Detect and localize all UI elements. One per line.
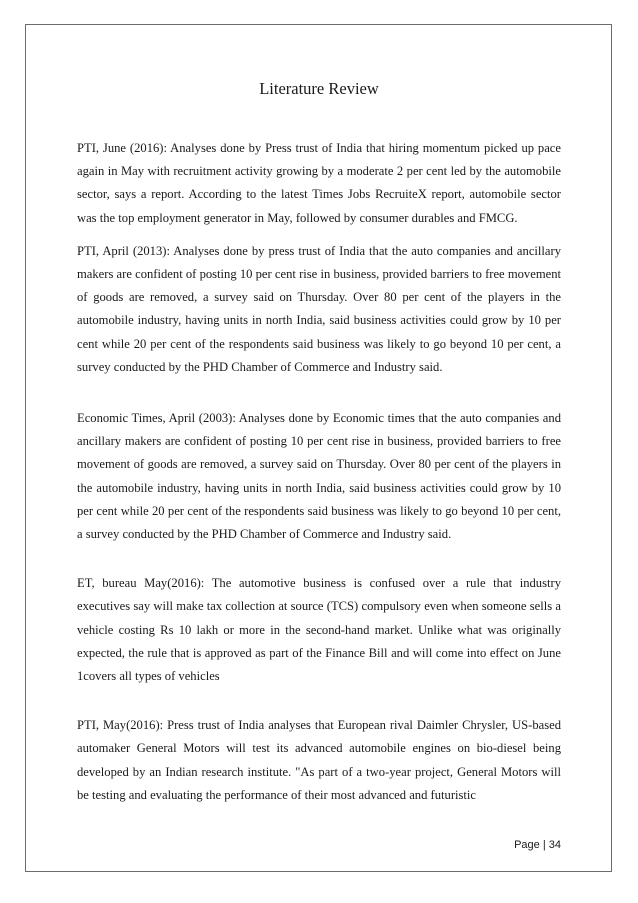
paragraph-economic-times-2003: Economic Times, April (2003): Analyses done by Economic times that the auto companies and ancillary makers are confident of posting 10 per cent rise in business, provided barriers to free movement of goods are removed, a survey said on Thursday. Over 80 per cent of the players in the automobile industry, having units in north India, said business activities could grow by 10 per cent while 20 per cent of the respondents said business was likely to go beyond 10 per cent, a survey conducted by the PHD Chamber of Commerce and Industry said.: [77, 411, 561, 542]
paragraph-et-bureau-2016: ET, bureau May(2016): The automotive business is confused over a rule that industry executives say will make tax collection at source (TCS) compulsory even when someone sells a vehicle costing Rs 10 lakh or more in the second-hand market. Unlike what was originally expected, the rule that is approved as part of the Finance Bill and will come into effect on June 1covers all types of vehicles: [77, 576, 561, 684]
page-title: Literature Review: [259, 79, 379, 98]
page-number: Page | 34: [514, 839, 561, 851]
paragraph-pti-june-2016: PTI, June (2016): Analyses done by Press trust of India that hiring momentum picked up pace again in May with recruitment activity growing by a moderate 2 per cent led by the automobile sector, says a report. According to the latest Times Jobs RecruiteX report, automobile sector was the top employment generator in May, followed by consumer durables and FMCG.: [77, 141, 561, 225]
document-body: [77, 78, 561, 807]
paragraph-pti-may-2016: PTI, May(2016): Press trust of India analyses that European rival Daimler Chrysler, US-based automaker General Motors will test its advanced automobile engines on bio-diesel being developed by an Indian research institute. "As part of a two-year project, General Motors will be testing and evaluating the performance of their most advanced and futuristic: [77, 718, 561, 802]
paragraph-pti-april-2013: PTI, April (2013): Analyses done by press trust of India that the auto companies and ancillary makers are confident of posting 10 per cent rise in business, provided barriers to free movement of goods are removed, a survey said on Thursday. Over 80 per cent of the players in the automobile industry, having units in north India, said business activities could grow by 10 per cent while 20 per cent of the respondents said business was likely to go beyond 10 per cent, a survey conducted by the PHD Chamber of Commerce and Industry said.: [77, 243, 561, 374]
